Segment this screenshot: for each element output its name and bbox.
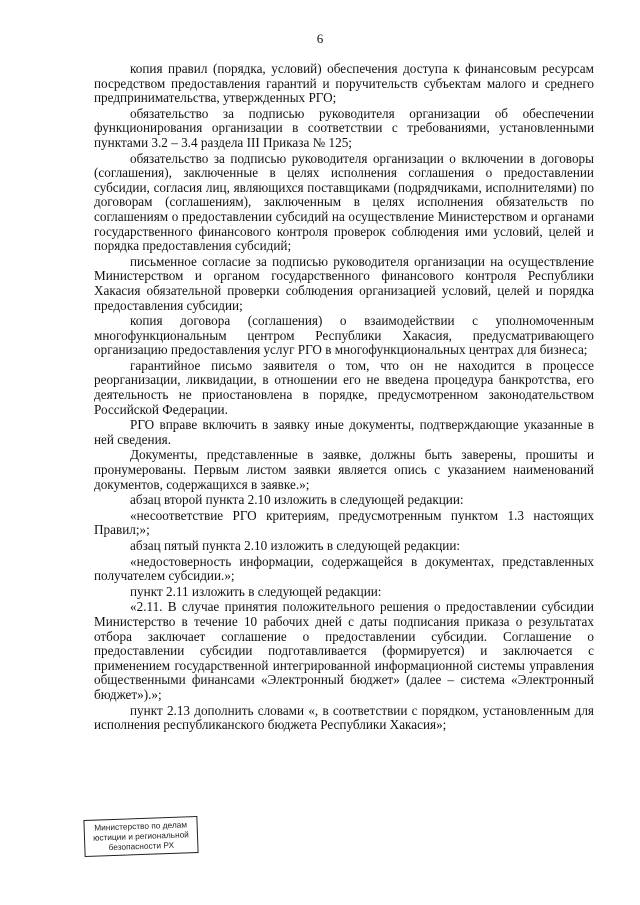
paragraph: абзац второй пункта 2.10 изложить в следующей редакции: — [130, 492, 464, 508]
paragraph: Документы, представленные в заявке, должны быть заверены, прошиты и пронумерованы. Первым листом заявки является опись с указанием наименований документов, содержащихся в заявке.»; — [94, 447, 594, 492]
paragraph: гарантийное письмо заявителя о том, что он не находится в процессе реорганизации, ликвидации, в отношении его не введена процедура банкротства, его деятельность не приостановлена в порядке, предусмотренном законодательством Российской Федерации. — [94, 357, 594, 417]
page-number: 6 — [316, 31, 324, 46]
paragraph: РГО вправе включить в заявку иные документы, подтверждающие указанные в ней сведения. — [94, 417, 594, 447]
paragraph: обязательство за подписью руководителя организации об обеспечении функционирования организации в соответствии с требованиями, установленными пунктами 3.2 – 3.4 раздела III Приказа № 125; — [94, 105, 594, 150]
stamp-line: юстиции и региональной — [92, 829, 190, 843]
paragraph: «недостоверность информации, содержащейся в документах, представленных получателем субсидии.»; — [94, 553, 594, 584]
paragraph: копия договора (соглашения) о взаимодействии с уполномоченным многофункциональным центром Республики Хакасия, предусматривающего организацию предоставления услуг РГО в многофункциональных центрах для бизнеса; — [94, 313, 594, 358]
paragraph: абзац пятый пункта 2.10 изложить в следующей редакции: — [130, 538, 461, 553]
paragraph: пункт 2.13 дополнить словами «, в соответствии с порядком, установленным для исполнения республиканского бюджета Республики Хакасия»; — [94, 702, 594, 733]
paragraph: «несоответствие РГО критериям, предусмотренным пунктом 1.3 настоящих Правил;»; — [94, 507, 594, 538]
stamp-line: безопасности РХ — [108, 839, 175, 853]
paragraph: копия правил (порядка, условий) обеспечения доступа к финансовым ресурсам посредством предоставления гарантий и поручительств субъектам малого и среднего предпринимательства, утвержденных РГО; — [94, 61, 594, 106]
paragraph: письменное согласие за подписью руководителя организации на осуществление Министерством и органом государственного финансового контроля Республики Хакасия обязательной проверки соблюдения организацией условий, целей и порядка предоставления субсидии; — [94, 253, 594, 313]
stamp-line: Министерство по делам — [94, 819, 188, 833]
document-body — [94, 62, 594, 734]
paragraph: «2.11. В случае принятия положительного решения о предоставлении субсидии Министерство в течение 10 рабочих дней с даты подписания приказа о результатах отбора заключает соглашение о предоставлении субсидии. Соглашение о предоставлении субсидии подготавливается (формируется) и заключается с применением государственной интегрированной информационной системы управления общественными финансами «Электронный бюджет» (далее – система «Электронный бюджет»).»; — [94, 599, 594, 702]
paragraph: обязательство за подписью руководителя организации о включении в договоры (соглашения), заключенные в целях исполнения соглашения о предоставлении субсидии, согласия лиц, являющихся поставщиками (подрядчиками, исполнителями) по договорам (соглашениям), заключенным в целях исполнения обязательств по соглашениям о предоставлении субсидий на осуществление Министерством и органами государственного финансового контроля проверок соблюдения ими условий, целей и порядка предоставления субсидий; — [94, 150, 594, 254]
paragraph: пункт 2.11 изложить в следующей редакции: — [130, 583, 382, 599]
registration-stamp — [83, 816, 198, 857]
